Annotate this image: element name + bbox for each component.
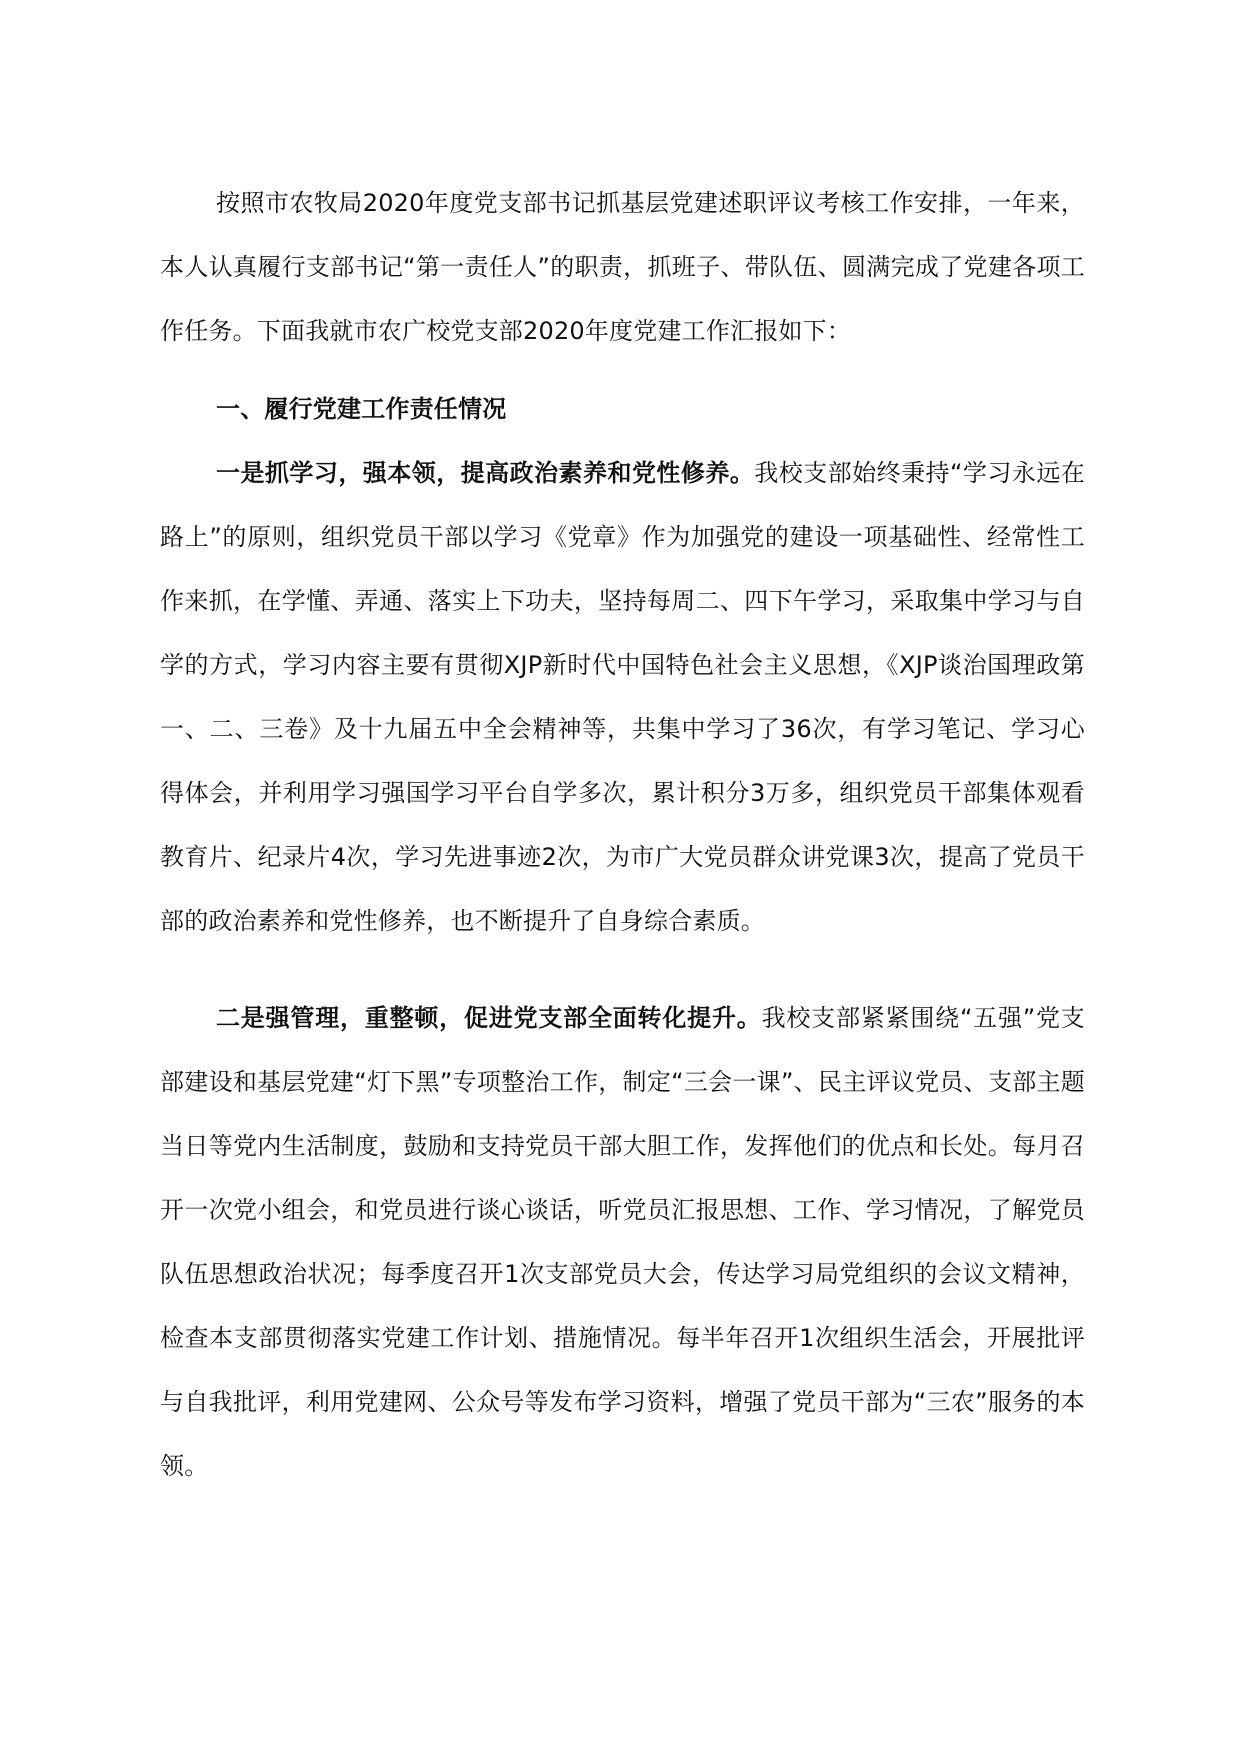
- paragraph-body: 我校支部始终秉持“学习永远在路上”的原则，组织党员干部以学习《党章》作为加强党的建设一项基础性、经常性工作来抓，在学懂、弄通、落实上下功夫，坚持每周二、四下午学习，采取集中学习与自学的方式，学习内容主要有贯彻XJP新时代中国特色社会主义思想，《XJP谈治国理政第一、二、三卷》及十九届五中全会精神等，共集中学习了36次，有学习笔记、学习心得体会，并利用学习强国学习平台自学多次，累计积分3万多，组织党员干部集体观看教育片、纪录片4次，学习先进事迹2次，为市广大党员群众讲党课3次，提高了党员干部的政治素养和党性修养，也不断提升了自身综合素质。: [160, 459, 1085, 935]
- paragraph-lead: 二是强管理，重整顿，促进党支部全面转化提升。: [216, 1004, 762, 1032]
- section-heading: 一、履行党建工作责任情况: [216, 395, 507, 423]
- paragraph-lead: 一是抓学习，强本领，提高政治素养和党性修养。: [216, 459, 755, 487]
- paragraph-management: [160, 986, 1085, 1498]
- paragraph-study: [160, 441, 1085, 953]
- intro-paragraph: 按照市农牧局2020年度党支部书记抓基层党建述职评议考核工作安排，一年来，本人认真履行支部书记“第一责任人”的职责，抓班子、带队伍、圆满完成了党建各项工作任务。下面我就市农广校党支部2020年度党建工作汇报如下：: [160, 189, 1085, 345]
- document-body: [160, 171, 1085, 1498]
- paragraph-body: 我校支部紧紧围绕“五强”党支部建设和基层党建“灯下黑”专项整治工作，制定“三会一课”、民主评议党员、支部主题当日等党内生活制度，鼓励和支持党员干部大胆工作，发挥他们的优点和长处。每月召开一次党小组会，和党员进行谈心谈话，听党员汇报思想、工作、学习情况，了解党员队伍思想政治状况；每季度召开1次支部党员大会，传达学习局党组织的会议文精神，检查本支部贯彻落实党建工作计划、措施情况。每半年召开1次组织生活会，开展批评与自我批评，利用党建网、公众号等发布学习资料，增强了党员干部为“三农”服务的本领。: [160, 1004, 1085, 1480]
